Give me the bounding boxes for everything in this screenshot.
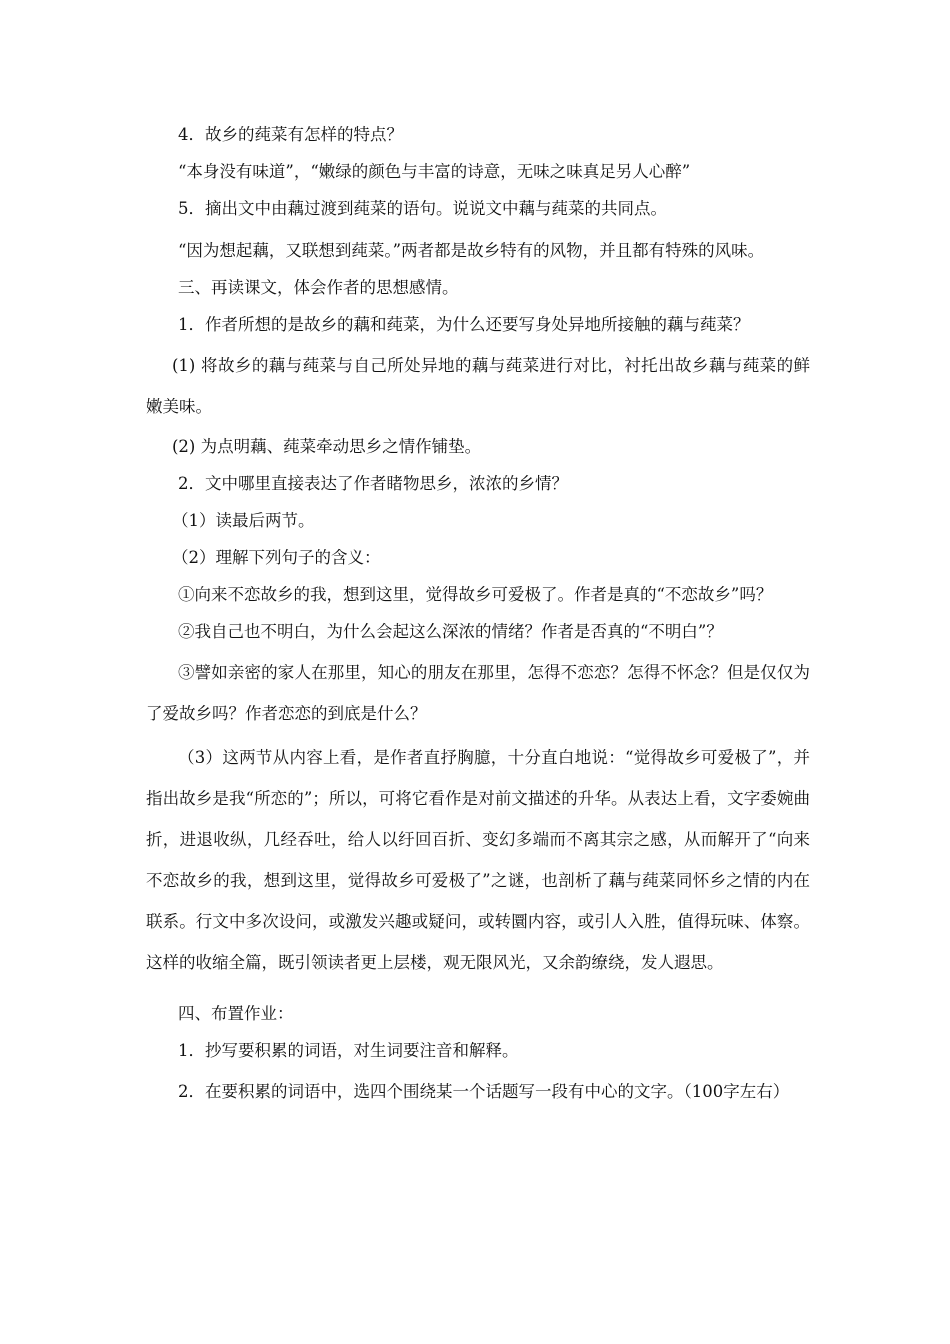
sentence-1: ①向来不恋故乡的我，想到这里，觉得故乡可爱极了。作者是真的“不恋故乡”吗？ <box>178 585 773 604</box>
section-three-answer-1-part-2: (2) 为点明藕、莼菜牵动思乡之情作铺垫。 <box>172 437 482 456</box>
section-four-heading: 四、布置作业： <box>178 1004 294 1023</box>
answer-4: “本身没有味道”，“嫩绿的颜色与丰富的诗意，无味之味真足另人心醉” <box>178 162 691 181</box>
section-three-answer-1-part-1: (1) 将故乡的藕与莼菜与自己所处异地的藕与莼菜进行对比，衬托出故乡藕与莼菜的鲜嫩美味。 <box>146 356 810 416</box>
sentence-3: ③譬如亲密的家人在那里，知心的朋友在那里，怎得不恋恋？怎得不怀念？但是仅仅为了爱故乡吗？作者恋恋的到底是什么？ <box>146 663 810 723</box>
question-5: 5．摘出文中由藕过渡到莼菜的语句。说说文中藕与莼菜的共同点。 <box>178 199 667 218</box>
section-three-heading: 三、再读课文，体会作者的思想感情。 <box>178 278 459 297</box>
question-4: 4．故乡的莼菜有怎样的特点？ <box>178 125 403 144</box>
section-three-question-1: 1．作者所想的是故乡的藕和莼菜，为什么还要写身处异地所接触的藕与莼菜？ <box>178 315 750 334</box>
section-three-question-2: 2．文中哪里直接表达了作者睹物思乡，浓浓的乡情？ <box>178 474 568 493</box>
homework-2: 2．在要积累的词语中，选四个围绕某一个话题写一段有中心的文字。（100字左右） <box>178 1082 790 1101</box>
section-three-item-1: （1）读最后两节。 <box>172 511 315 530</box>
document-body <box>146 118 810 1112</box>
section-three-analysis: （3）这两节从内容上看，是作者直抒胸臆，十分直白地说：“觉得故乡可爱极了”，并指出故乡是我“所恋的”；所以，可将它看作是对前文描述的升华。从表达上看，文字委婉曲折，进退收纵，几经吞吐，给人以纡回百折、变幻多端而不离其宗之感，从而解开了“向来不恋故乡的我，想到这里，觉得故乡可爱极了”之谜，也剖析了藕与莼菜同怀乡之情的内在联系。行文中多次设问，或激发兴趣或疑问，或转圜内容，或引人入胜，值得玩味、体察。这样的收缩全篇，既引领读者更上层楼，观无限风光，又余韵缭绕，发人遐思。 <box>146 748 810 972</box>
homework-1: 1．抄写要积累的词语，对生词要注音和解释。 <box>178 1041 519 1060</box>
answer-5: “因为想起藕，又联想到莼菜。”两者都是故乡特有的风物，并且都有特殊的风味。 <box>178 241 765 260</box>
section-three-item-2: （2）理解下列句子的含义： <box>172 548 381 567</box>
sentence-2: ②我自己也不明白，为什么会起这么深浓的情绪？作者是否真的“不明白”？ <box>178 622 723 641</box>
